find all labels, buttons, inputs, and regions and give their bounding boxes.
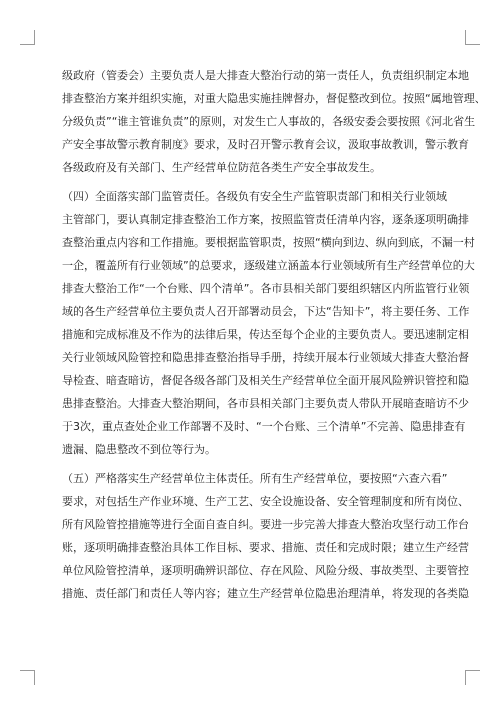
document-body — [62, 64, 486, 611]
paragraph-section-five — [62, 467, 469, 605]
text-line: 产安全事故警示教育制度》要求，及时召开警示教育会议，汲取事故教训，警示教育 — [62, 138, 469, 151]
text-line: 排查大整治工作“一个台账、四个清单”。各市县相关部门要组织辖区内所监管行业领 — [62, 282, 470, 295]
text-line: 关行业领域风险管控和隐患排查整治指导手册，持续开展本行业领域大排查大整治督 — [62, 351, 469, 364]
crop-mark-top-left — [20, 30, 35, 45]
crop-mark-bottom-left — [20, 670, 35, 685]
text-line: 主管部门，要认真制定排查整治工作方案，按照监管责任清单内容，逐条逐项明确排 — [62, 213, 469, 226]
text-line: 所有风险管控措施等进行全面自查自纠。要进一步完善大排查大整治攻坚行动工作台 — [62, 518, 469, 531]
text-line: 措施和完成标准及不作为的法律后果，传达至每个企业的主要负责人。要迅速制定相 — [62, 328, 469, 341]
text-line: 要求，对包括生产作业环境、生产工艺、安全设施设备、安全管理制度和所有岗位、 — [62, 495, 469, 508]
text-line: 患排查整治。大排查大整治期间，各市县相关部门主要负责人带队开展暗查暗访不少 — [62, 397, 469, 410]
text-line: 域的各生产经营单位主要负责人召开部署动员会，下达“告知卡”，将主要任务、工作 — [62, 305, 470, 318]
text-line: （四）全面落实部门监管责任。各级负有安全生产监管职责部门和相关行业领域 — [62, 190, 447, 203]
text-line: 查整治重点内容和工作措施。要根据监管职责，按照“横向到边、纵向到底，不漏一村 — [62, 236, 475, 249]
text-line: 单位风险管控清单，逐项明确辨识部位、存在风险、风险分级、事故类型、主要管控 — [62, 564, 469, 577]
text-line: 账，逐项明确排查整治具体工作目标、要求、措施、责任和完成时限；建立生产经营 — [62, 541, 469, 554]
text-line: 各级政府及有关部门、生产经营单位防范各类生产安全事故发生。 — [62, 161, 381, 174]
text-line: 排查整治方案并组织实施，对重大隐患实施挂牌督办，督促整改到位。按照“属地管理、 — [62, 92, 486, 105]
text-line: 遗漏、隐患整改不到位等行为。 — [62, 443, 216, 456]
crop-mark-top-right — [465, 30, 480, 45]
paragraph-responsibility-government — [62, 64, 486, 179]
text-line: 导检查、暗查暗访，督促各级各部门及相关生产经营单位全面开展风险辨识管控和隐 — [62, 374, 469, 387]
text-line: 一企，覆盖所有行业领域”的总要求，逐级建立涵盖本行业领域所有生产经营单位的大 — [62, 259, 475, 272]
crop-mark-bottom-right — [465, 670, 480, 685]
text-line: （五）严格落实生产经营单位主体责任。所有生产经营单位，要按照“六查六看” — [62, 472, 448, 485]
text-line: 于3次，重点查处企业工作部署不及时、“一个台账、三个清单”不完善、隐患排查有 — [62, 420, 466, 433]
paragraph-section-four — [62, 185, 475, 461]
text-line: 级政府（管委会）主要负责人是大排查大整治行动的第一责任人，负责组织制定本地 — [62, 69, 469, 82]
text-line: 措施、责任部门和责任人等内容；建立生产经营单位隐患治理清单，将发现的各类隐 — [62, 587, 469, 600]
text-line: 分级负责”“谁主管谁负责”的原则，对发生亡人事故的，各级安委会要按照《河北省生 — [62, 115, 476, 128]
